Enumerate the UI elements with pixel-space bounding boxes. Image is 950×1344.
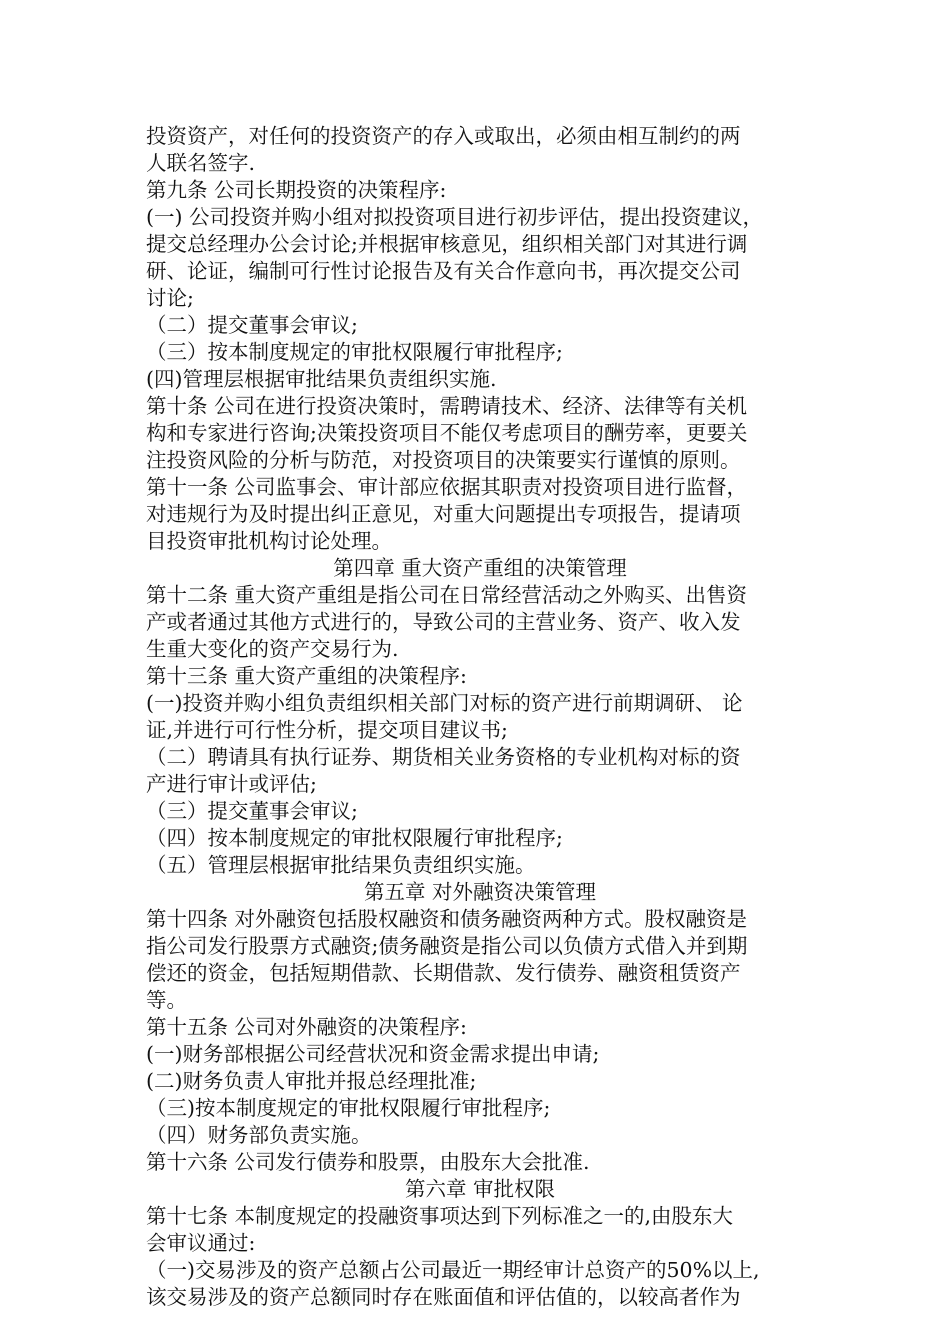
text-line: 产进行审计或评估; [146,772,317,796]
text-line: （四）财务部负责实施。 [146,1123,372,1147]
article-heading: 第九条 公司长期投资的决策程序: [146,178,447,202]
chapter-heading: 第五章 对外融资决策管理 [363,880,597,904]
text-line: (一)投资并购小组负责组织相关部门对标的资产进行前期调研、 论 [146,691,743,715]
text-line: 提交总经理办公会讨论;并根据审核意见，组织相关部门对其进行调 [146,232,748,256]
text-line: (二)财务负责人审批并报总经理批准; [146,1069,477,1093]
document-page [146,123,814,1311]
text-line: (一) 公司投资并购小组对拟投资项目进行初步评估，提出投资建议， [146,205,764,229]
text-line: 人联名签字. [146,151,256,175]
text-line: 第十六条 公司发行债券和股票，由股东大会批准. [146,1150,590,1174]
text-line: 第十四条 对外融资包括股权融资和债务融资两种方式。股权融资是 [146,907,748,931]
text-line: 构和专家进行咨询;决策投资项目不能仅考虑项目的酬劳率，更要关 [146,421,748,445]
text-line: 对违规行为及时提出纠正意见，对重大问题提出专项报告，提请项 [146,502,741,526]
text-line: 第十七条 本制度规定的投融资事项达到下列标准之一的,由股东大 [146,1204,734,1228]
text-line: （三）提交董事会审议; [146,799,358,823]
text-line: 生重大变化的资产交易行为. [146,637,399,661]
text-line: （五）管理层根据审批结果负责组织实施。 [146,853,536,877]
text-line: 第十条 公司在进行投资决策时，需聘请技术、经济、法律等有关机 [146,394,748,418]
text-line: （三)按本制度规定的审批权限履行审批程序; [146,1096,551,1120]
chapter-heading: 第六章 审批权限 [404,1177,556,1201]
text-line: 第十一条 公司监事会、审计部应依据其职责对投资项目进行监督， [146,475,748,499]
text-line: (一)财务部根据公司经营状况和资金需求提出申请; [146,1042,600,1066]
text-line: （一)交易涉及的资产总额占公司最近一期经审计总资产的50%以上, [146,1258,760,1282]
text-line: 注投资风险的分析与防范，对投资项目的决策要实行谨慎的原则。 [146,448,741,472]
text-line: 偿还的资金，包括短期借款、长期借款、发行债券、融资租赁资产 [146,961,741,985]
text-line: 第十二条 重大资产重组是指公司在日常经营活动之外购买、出售资 [146,583,748,607]
text-line: 等。 [146,988,187,1012]
text-line: 目投资审批机构讨论处理。 [146,529,392,553]
text-line: （四）按本制度规定的审批权限履行审批程序; [146,826,563,850]
text-line: 投资资产，对任何的投资资产的存入或取出，必须由相互制约的两 [146,124,741,148]
text-line: 证,并进行可行性分析，提交项目建议书; [146,718,508,742]
text-line: 研、论证，编制可行性讨论报告及有关合作意向书，再次提交公司 [146,259,741,283]
text-line: (四)管理层根据审批结果负责组织实施. [146,367,497,391]
text-line: 第十五条 公司对外融资的决策程序: [146,1015,467,1039]
text-line: 讨论; [146,286,194,310]
text-line: 该交易涉及的资产总额同时存在账面值和评估值的，以较高者作为 [146,1285,741,1309]
text-line: （二）提交董事会审议; [146,313,358,337]
text-line: （三）按本制度规定的审批权限履行审批程序; [146,340,563,364]
text-line: 指公司发行股票方式融资;债务融资是指公司以负债方式借入并到期 [146,934,748,958]
text-line: 会审议通过: [146,1231,256,1255]
text-line: 产或者通过其他方式进行的，导致公司的主营业务、资产、收入发 [146,610,741,634]
chapter-heading: 第四章 重大资产重组的决策管理 [333,556,627,580]
text-line: 第十三条 重大资产重组的决策程序: [146,664,467,688]
text-line: （二）聘请具有执行证券、期货相关业务资格的专业机构对标的资 [146,745,741,769]
